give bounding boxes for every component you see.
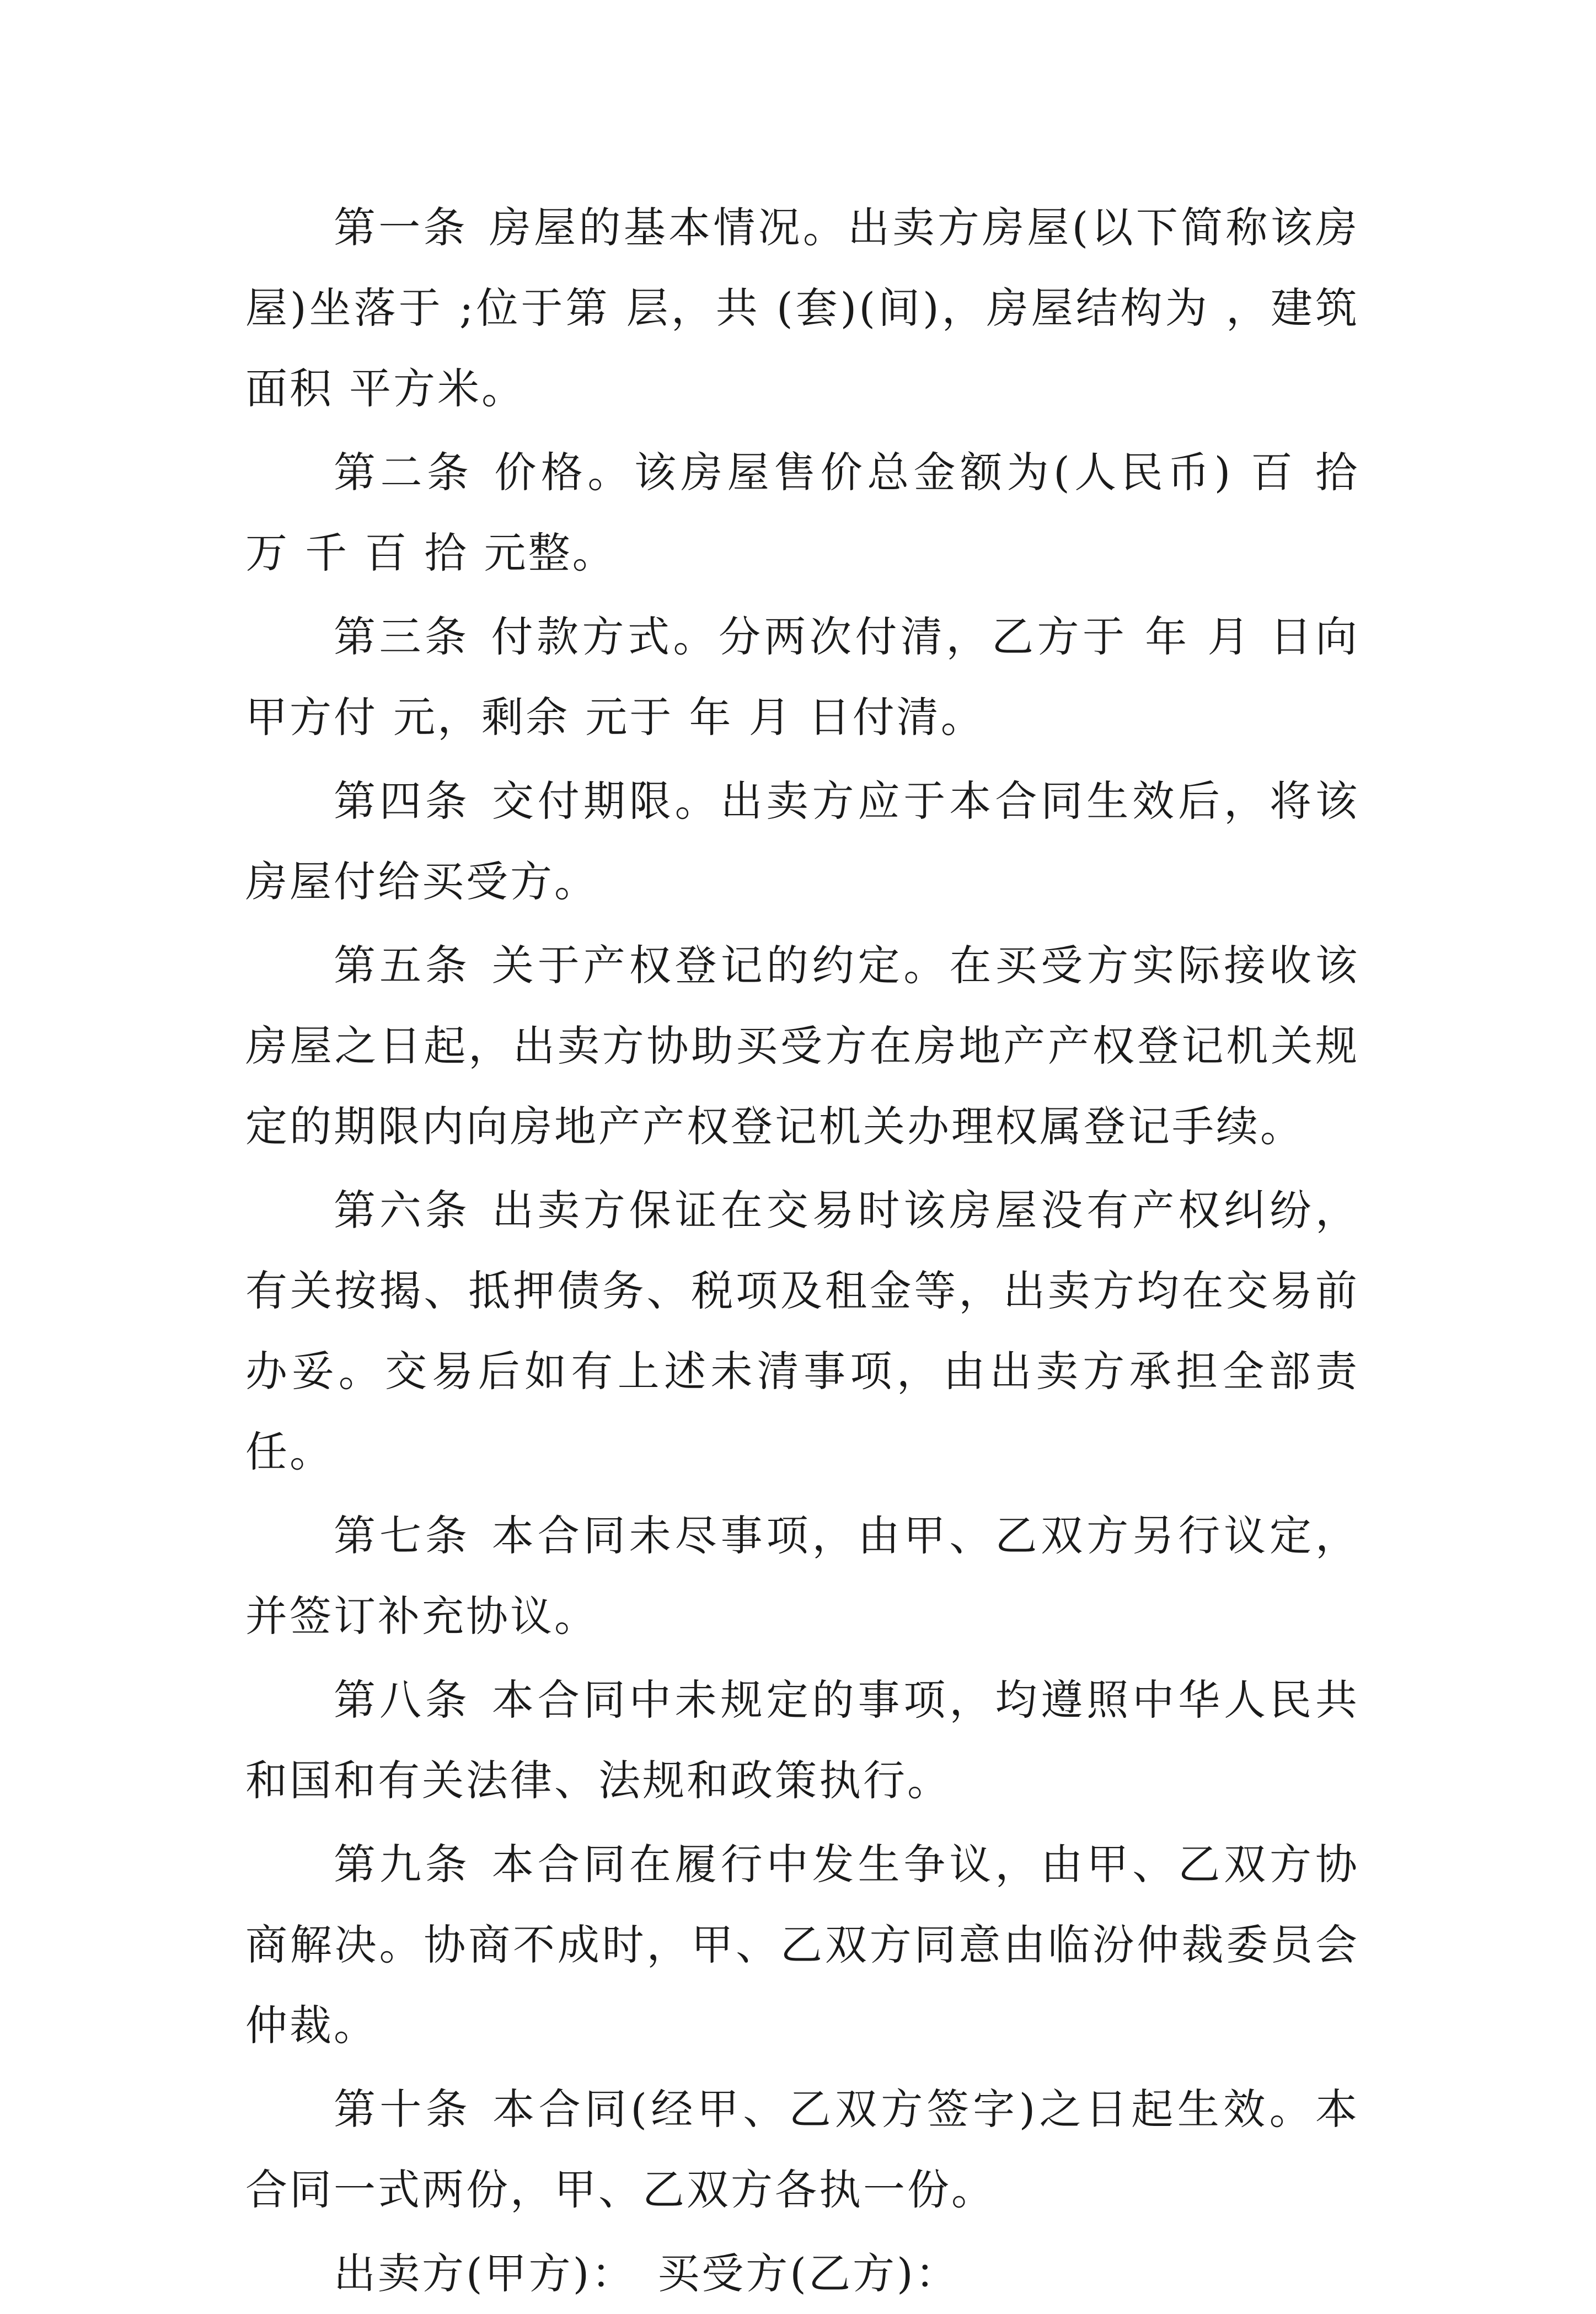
article-text: 交付期限。出卖方应于本合同生效后，将该房屋付给买受方。 [245, 776, 1360, 906]
article-number: 第八条 [334, 1675, 471, 1724]
article-6 [245, 1170, 1359, 1492]
article-text: 房屋的基本情况。出卖方房屋(以下简称该房屋)坐落于 ;位于第 层，共 (套)(间)，房屋结构为 ，建筑面积 平方米。 [245, 203, 1360, 413]
article-10 [245, 2069, 1359, 2230]
contract-body [245, 188, 1359, 2314]
article-4 [245, 761, 1359, 922]
article-text: 价格。该房屋售价总金额为(人民币) 百 拾 万 千 百 拾 元整。 [245, 448, 1359, 577]
signature-line [245, 2233, 1359, 2314]
article-text: 出卖方保证在交易时该房屋没有产权纠纷，有关按揭、抵押债务、税项及租金等，出卖方均在交易前办妥。交易后如有上述未清事项，由出卖方承担全部责任。 [245, 1186, 1360, 1476]
article-number: 第六条 [334, 1186, 471, 1235]
article-number: 第五条 [334, 941, 471, 990]
article-text: 付款方式。分两次付清，乙方于 年 月 日向甲方付 元，剩余 元于 年 月 日付清。 [245, 612, 1360, 742]
article-number: 第四条 [334, 776, 471, 826]
article-text: 关于产权登记的约定。在买受方实际接收该房屋之日起，出卖方协助买受方在房地产产权登记机关规定的期限内向房地产产权登记机关办理权属登记手续。 [245, 941, 1360, 1151]
article-number: 第二条 [334, 448, 474, 497]
article-number: 第十条 [334, 2085, 472, 2134]
article-7 [245, 1496, 1359, 1657]
article-5 [245, 925, 1359, 1167]
article-text: 本合同未尽事项，由甲、乙双方另行议定，并签订补充协议。 [245, 1511, 1360, 1641]
article-9 [245, 1824, 1359, 2066]
article-3 [245, 597, 1359, 758]
article-number: 第三条 [334, 612, 470, 661]
article-8 [245, 1660, 1359, 1821]
article-text: 本合同中未规定的事项，均遵照中华人民共和国和有关法律、法规和政策执行。 [245, 1675, 1360, 1805]
article-number: 第七条 [334, 1511, 471, 1560]
article-number: 第九条 [334, 1840, 471, 1889]
buyer-signature-label: 买受方(乙方)： [657, 2249, 960, 2298]
article-2 [245, 432, 1359, 593]
seller-signature-label: 出卖方(甲方)： [334, 2249, 636, 2298]
article-text: 本合同(经甲、乙双方签字)之日起生效。本合同一式两份，甲、乙双方各执一份。 [245, 2085, 1359, 2214]
article-text: 本合同在履行中发生争议，由甲、乙双方协商解决。协商不成时，甲、乙双方同意由临汾仲裁委员会仲裁。 [245, 1840, 1360, 2050]
article-number: 第一条 [334, 203, 468, 252]
article-1 [245, 188, 1359, 429]
